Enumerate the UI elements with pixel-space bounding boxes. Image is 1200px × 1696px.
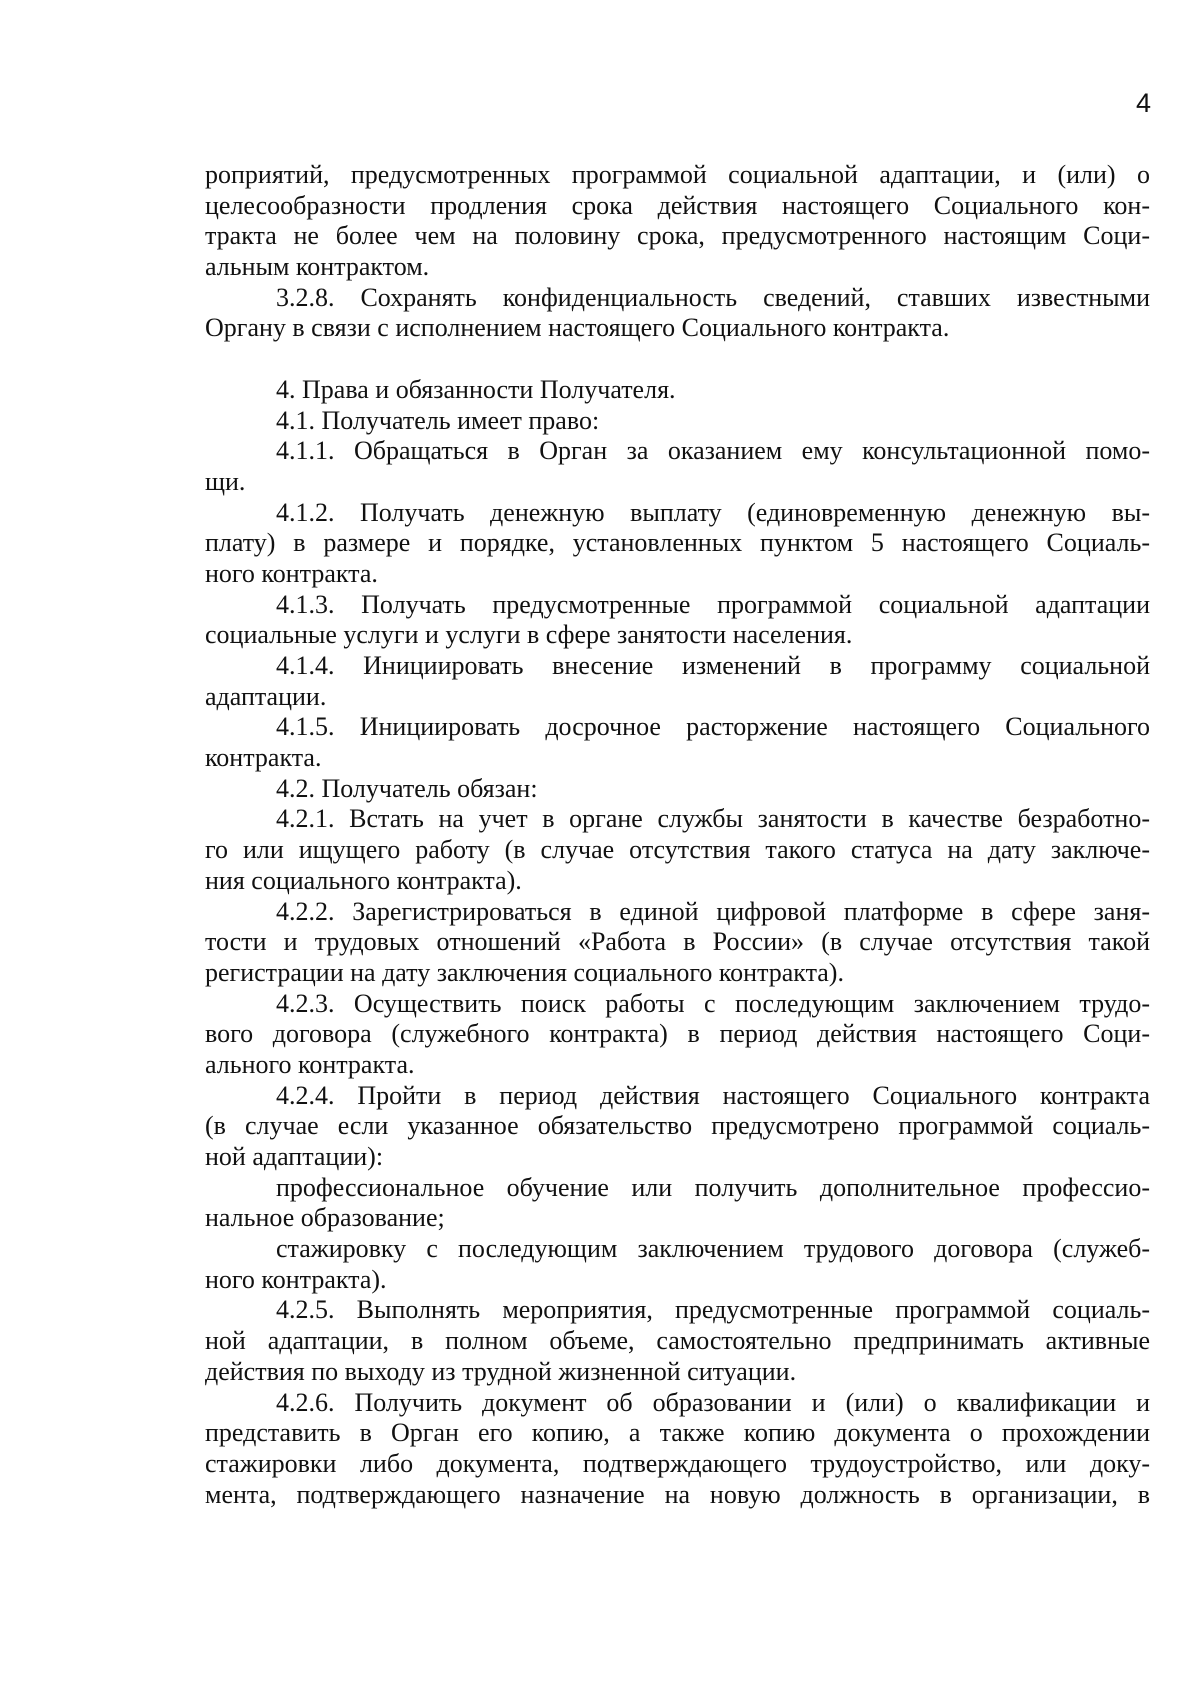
text-line: контракта. [205,743,322,773]
text-line: тракта не более чем на половину срока, предусмотренного настоящим Соци- [205,221,1150,251]
page-number: 4 [1135,88,1151,118]
text-line: щи. [205,466,246,496]
text-line: плату) в размере и порядке, установленных пунктом 5 настоящего Социаль- [205,528,1150,558]
text-line: роприятий, предусмотренных программой социальной адаптации, и (или) о [205,160,1150,189]
text-line: 4.2.5. Выполнять мероприятия, предусмотренные программой социаль- [276,1295,1150,1325]
text-line: социальные услуги и услуги в сфере занятости населения. [205,620,853,650]
text-line: Органу в связи с исполнением настоящего Социального контракта. [205,313,950,343]
text-line: профессиональное обучение или получить дополнительное профессио- [276,1172,1150,1202]
text-line: адаптации. [205,681,327,711]
text-line: 4.2.6. Получить документ об образовании и (или) о квалификации и [276,1387,1150,1417]
text-line: 4.1.1. Обращаться в Орган за оказанием ему консультационной помо- [276,436,1150,466]
text-line: 4.2.2. Зарегистрироваться в единой цифровой платформе в сфере заня- [276,896,1150,926]
text-line: 4.1. Получатель имеет право: [276,405,600,435]
text-line: ного контракта. [205,558,378,588]
text-line: 4.2.3. Осуществить поиск работы с последующим заключением трудо- [276,988,1150,1018]
text-line: (в случае если указанное обязательство предусмотрено программой социаль- [205,1111,1150,1141]
blank-line [205,344,1150,375]
document-body [205,160,1150,1510]
text-line: 4.1.2. Получать денежную выплату (единовременную денежную вы- [276,497,1150,527]
text-line: нальное образование; [205,1203,445,1233]
text-line: ного контракта). [205,1264,387,1294]
text-line: регистрации на дату заключения социального контракта). [205,957,844,987]
text-line: 4.2.4. Пройти в период действия настоящего Социального контракта [276,1080,1150,1110]
text-line: 4.1.4. Инициировать внесение изменений в программу социальной [276,651,1150,680]
text-line: 4.1.3. Получать предусмотренные программой социальной адаптации [276,589,1150,619]
text-line: 3.2.8. Сохранять конфиденциальность сведений, ставших известными [276,282,1150,312]
text-line: вого договора (служебного контракта) в период действия настоящего Соци- [205,1019,1150,1049]
text-line: целесообразности продления срока действия настоящего Социального кон- [205,190,1150,220]
text-line: действия по выходу из трудной жизненной ситуации. [205,1356,797,1386]
text-line: ния социального контракта). [205,865,522,895]
text-line: 4.1.5. Инициировать досрочное расторжение настоящего Социального [276,712,1150,742]
text-line: альным контрактом. [205,252,430,282]
text-line: стажировки либо документа, подтверждающего трудоустройство, или доку- [205,1448,1150,1478]
text-line: 4.2. Получатель обязан: [276,773,538,803]
text-line: тости и трудовых отношений «Работа в России» (в случае отсутствия такой [205,927,1150,957]
text-line: ной адаптации, в полном объеме, самостоятельно предпринимать активные [205,1326,1150,1356]
text-line: представить в Орган его копию, а также копию документа о прохождении [205,1418,1150,1448]
text-line: мента, подтверждающего назначение на новую должность в организации, в [205,1479,1150,1509]
section-heading: 4. Права и обязанности Получателя. [276,374,676,404]
text-line: ной адаптации): [205,1142,384,1171]
text-line: ального контракта. [205,1049,415,1079]
text-line: го или ищущего работу (в случае отсутствия такого статуса на дату заключе- [205,835,1150,865]
text-line: стажировку с последующим заключением трудового договора (служеб- [276,1234,1150,1264]
text-line: 4.2.1. Встать на учет в органе службы занятости в качестве безработно- [276,804,1150,834]
